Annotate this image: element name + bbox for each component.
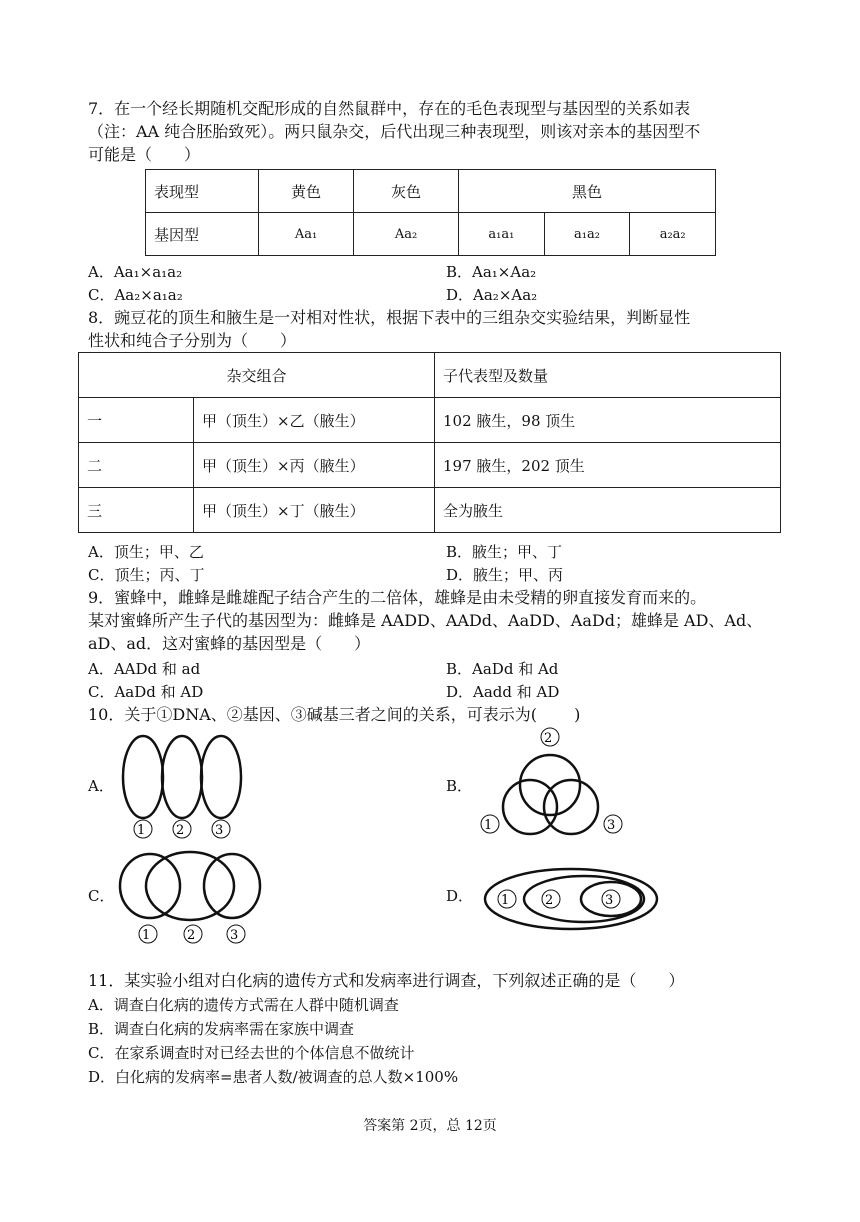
circle-label-1: 1 [501,893,510,908]
circle-shape [201,736,241,818]
q7-option-a[interactable]: A．Aa₁×a₁a₂ [88,263,183,281]
page-footer: 答案第 2页，总 12页 [363,1118,497,1134]
q8-row-cross: 甲（顶生）×乙（腋生） [194,398,435,443]
circle-label-2: 2 [176,823,185,838]
q9-stem-line1: 9．蜜蜂中，雌蜂是雌雄配子结合产生的二倍体，雄蜂是由未受精的卵直接发育而来的。 [88,588,707,607]
q10-figure-c [118,848,266,948]
q9-option-a[interactable]: A．AADd 和 ad [88,660,201,678]
circle-shape [520,755,580,815]
circle-shape [204,854,260,918]
q7-stem-line1: 7．在一个经长期随机交配形成的自然鼠群中，存在的毛色表现型与基因型的关系如表 [88,99,691,118]
q10-option-b[interactable]: B． [446,777,473,795]
circle-label-3: 3 [607,818,616,833]
q8-header-cross: 杂交组合 [79,353,435,398]
q10-figure-a [115,732,255,842]
q8-row-no: 一 [79,398,194,443]
q9-option-d[interactable]: D．Aadd 和 AD [446,683,560,701]
q9-stem-line3: aD、ad．这对蜜蜂的基因型是（ ） [88,634,371,653]
circle-shape [123,736,163,818]
circle-label-1: 1 [484,818,493,833]
q8-option-d[interactable]: D．腋生；甲、丙 [446,566,564,584]
circle-label-1: 1 [142,928,151,943]
circle-label-2: 2 [544,731,553,746]
q7-geno-cell: a₁a₂ [544,213,630,256]
q11-stem: 11．某实验小组对白化病的遗传方式和发病率进行调查，下列叙述正确的是（ ） [88,971,685,990]
circle-shape [485,869,657,929]
q7-stem-line3: 可能是（ ） [88,145,201,164]
q11-option-d[interactable]: D．白化病的发病率=患者人数/被调查的总人数×100% [88,1068,459,1086]
q10-figure-b [475,727,630,842]
circle-label-3: 3 [215,823,224,838]
circle-shape [146,852,234,920]
q8-row-no: 二 [79,443,194,488]
q7-geno-cell: a₁a₁ [459,213,545,256]
q8-row-result: 102 腋生，98 顶生 [435,398,781,443]
q8-option-b[interactable]: B．腋生；甲、丁 [446,543,563,561]
q7-stem-line2: （注：AA 纯合胚胎致死）。两只鼠杂交，后代出现三种表现型，则该对亲本的基因型不 [88,122,701,141]
q7-geno-cell: a₂a₂ [630,213,716,256]
q10-figure-d [483,866,659,932]
q9-stem-line2: 某对蜜蜂所产生子代的基因型为：雌蜂是 AADD、AADd、AaDD、AaDd；雄蜂是 AD、Ad、 [88,611,763,630]
q10-option-a[interactable]: A． [88,777,114,795]
q10-stem: 10．关于①DNA、②基因、③碱基三者之间的关系，可表示为( ) [88,705,581,724]
q8-row-result: 197 腋生，202 顶生 [435,443,781,488]
q7-option-b[interactable]: B．Aa₁×Aa₂ [446,263,537,281]
q8-header-result: 子代表型及数量 [435,353,781,398]
q9-option-b[interactable]: B．AaDd 和 Ad [446,660,559,678]
q10-option-d[interactable]: D． [446,887,474,905]
q7-pheno-gray: 灰色 [354,170,459,213]
q8-stem-line1: 8．豌豆花的顶生和腋生是一对相对性状，根据下表中的三组杂交实验结果，判断显性 [88,308,691,327]
q11-option-c[interactable]: C．在家系调查时对已经去世的个体信息不做统计 [88,1044,415,1062]
q8-row-cross: 甲（顶生）×丙（腋生） [194,443,435,488]
q8-table [78,352,781,533]
q11-option-a[interactable]: A．调查白化病的遗传方式需在人群中随机调查 [88,996,399,1014]
q8-stem-line2: 性状和纯合子分别为（ ） [88,331,297,350]
q8-row-cross: 甲（顶生）×丁（腋生） [194,488,435,533]
circle-shape [120,854,180,918]
q7-option-c[interactable]: C．Aa₂×a₁a₂ [88,286,183,304]
circle-label-3: 3 [605,893,614,908]
q7-pheno-black: 黑色 [459,170,716,213]
q9-option-c[interactable]: C．AaDd 和 AD [88,683,204,701]
q7-table [145,169,716,256]
q7-row-header-phenotype: 表现型 [146,170,259,213]
q7-pheno-yellow: 黄色 [259,170,354,213]
q8-option-c[interactable]: C．顶生；丙、丁 [88,566,205,584]
circle-label-2: 2 [545,893,554,908]
q11-option-b[interactable]: B．调查白化病的发病率需在家族中调查 [88,1020,355,1038]
q7-geno-cell: Aa₁ [259,213,354,256]
q7-geno-cell: Aa₂ [354,213,459,256]
circle-label-3: 3 [230,928,239,943]
q7-row-header-genotype: 基因型 [146,213,259,256]
q7-option-d[interactable]: D．Aa₂×Aa₂ [446,286,538,304]
q8-row-no: 三 [79,488,194,533]
circle-label-1: 1 [137,823,146,838]
circle-shape [162,736,202,818]
q8-row-result: 全为腋生 [435,488,781,533]
q8-option-a[interactable]: A．顶生；甲、乙 [88,543,204,561]
q10-option-c[interactable]: C． [88,887,115,905]
circle-label-2: 2 [187,928,196,943]
